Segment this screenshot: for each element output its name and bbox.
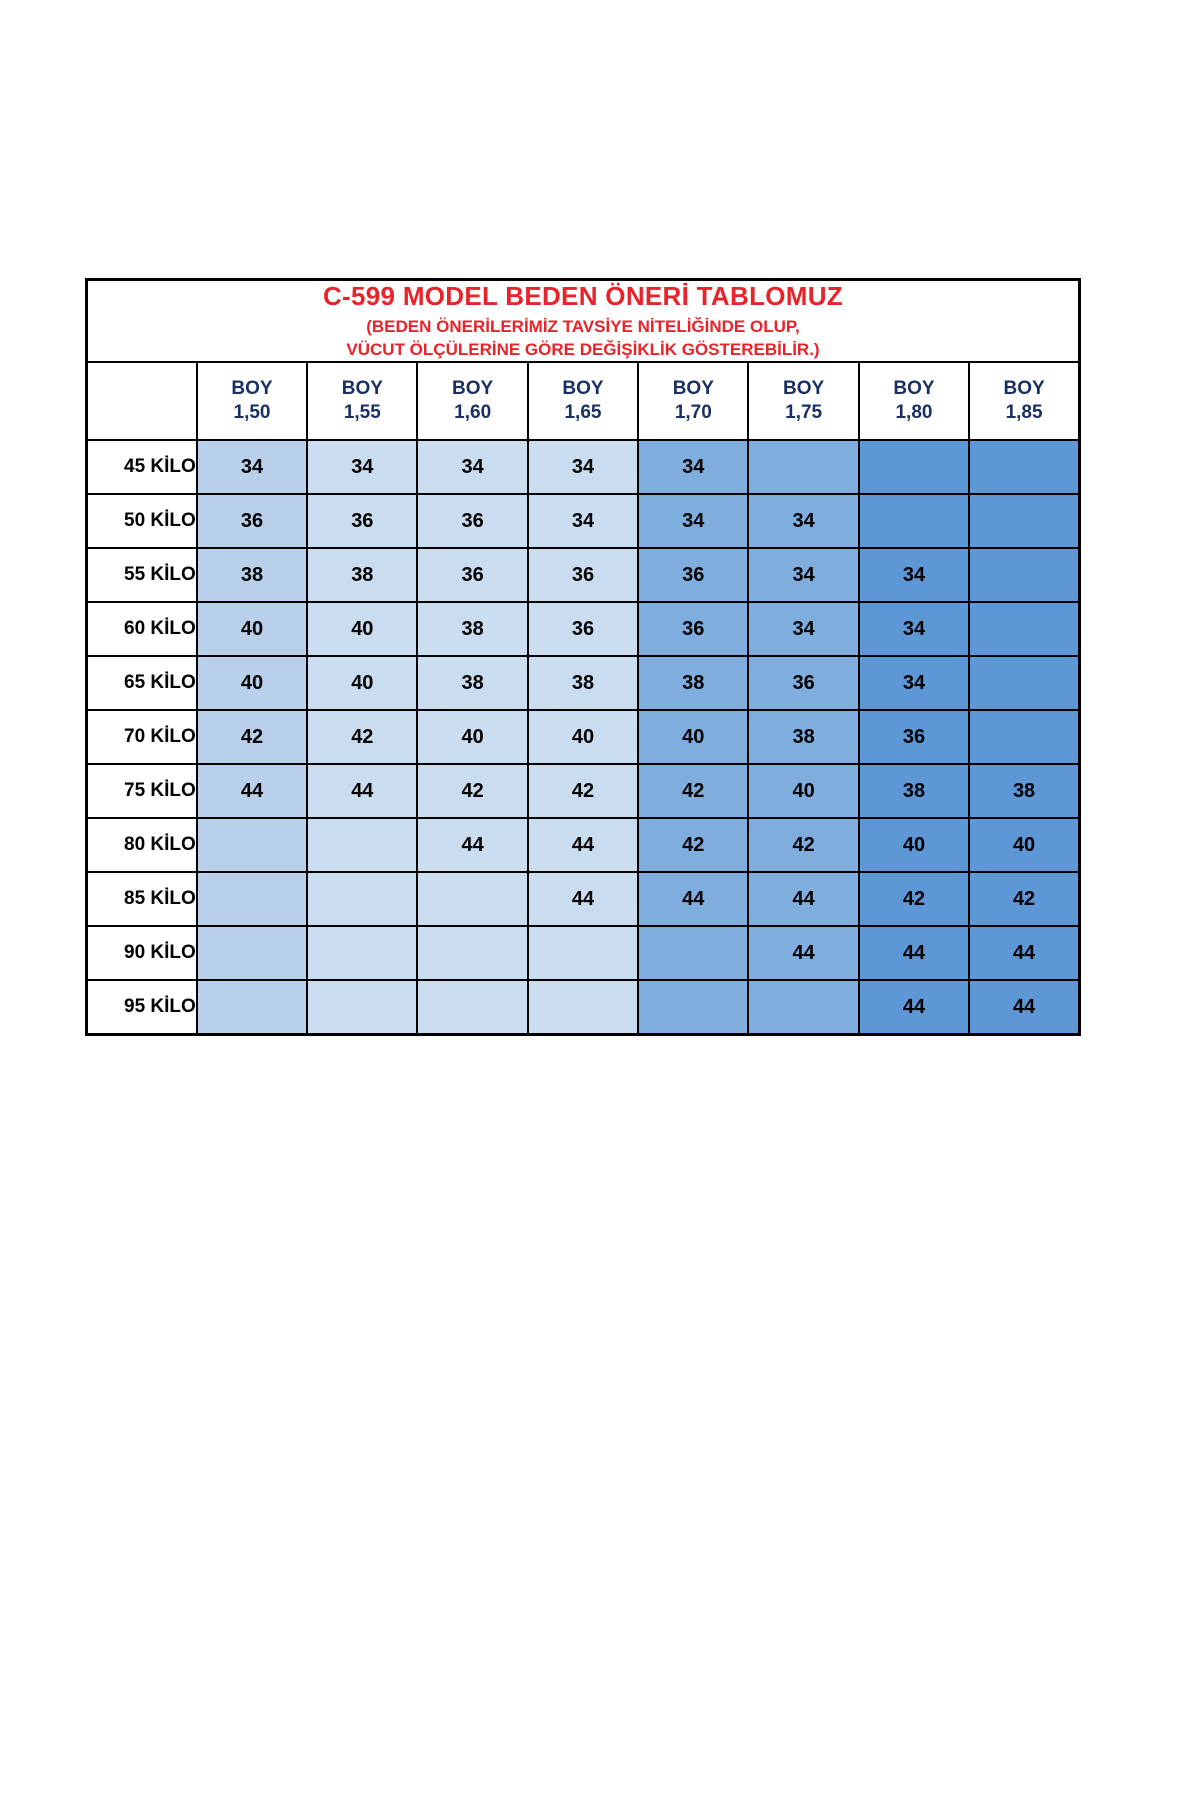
- cell-75-165: 42: [528, 764, 638, 818]
- cell-80-185: 40: [969, 818, 1079, 872]
- cell-65-185: [969, 656, 1079, 710]
- cell-85-160: [417, 872, 527, 926]
- table-row: [87, 548, 1080, 602]
- cell-70-165: 40: [528, 710, 638, 764]
- size-chart-container: [85, 278, 1081, 1036]
- cell-50-155: 36: [307, 494, 417, 548]
- cell-65-160: 38: [417, 656, 527, 710]
- cell-85-185: 42: [969, 872, 1079, 926]
- cell-75-150: 44: [197, 764, 307, 818]
- table-row: [87, 440, 1080, 494]
- column-header-value: 1,65: [564, 402, 602, 424]
- row-header-65-kilo: 65 KİLO: [87, 656, 197, 710]
- column-header-value: 1,75: [785, 402, 823, 424]
- cell-80-170: 42: [638, 818, 748, 872]
- column-header-boy-160: [417, 362, 527, 440]
- cell-70-180: 36: [859, 710, 969, 764]
- cell-75-170: 42: [638, 764, 748, 818]
- cell-60-180: 34: [859, 602, 969, 656]
- cell-50-170: 34: [638, 494, 748, 548]
- cell-50-160: 36: [417, 494, 527, 548]
- cell-45-165: 34: [528, 440, 638, 494]
- cell-90-160: [417, 926, 527, 980]
- cell-50-180: [859, 494, 969, 548]
- cell-50-175: 34: [748, 494, 858, 548]
- cell-80-155: [307, 818, 417, 872]
- cell-60-170: 36: [638, 602, 748, 656]
- cell-60-185: [969, 602, 1079, 656]
- row-header-45-kilo: 45 KİLO: [87, 440, 197, 494]
- row-header-90-kilo: 90 KİLO: [87, 926, 197, 980]
- chart-subtitle-line1: (BEDEN ÖNERİLERİMİZ TAVSİYE NİTELİĞİNDE OLUP,: [366, 317, 800, 337]
- cell-70-155: 42: [307, 710, 417, 764]
- cell-70-185: [969, 710, 1079, 764]
- cell-90-175: 44: [748, 926, 858, 980]
- table-row: [87, 602, 1080, 656]
- cell-85-150: [197, 872, 307, 926]
- cell-95-165: [528, 980, 638, 1035]
- table-row: [87, 818, 1080, 872]
- table-row: [87, 710, 1080, 764]
- cell-95-180: 44: [859, 980, 969, 1035]
- cell-60-165: 36: [528, 602, 638, 656]
- column-header-value: 1,55: [343, 402, 381, 424]
- cell-55-185: [969, 548, 1079, 602]
- cell-70-175: 38: [748, 710, 858, 764]
- cell-90-150: [197, 926, 307, 980]
- column-header-label: BOY: [452, 377, 494, 399]
- cell-45-175: [748, 440, 858, 494]
- cell-45-180: [859, 440, 969, 494]
- cell-65-165: 38: [528, 656, 638, 710]
- cell-85-180: 42: [859, 872, 969, 926]
- cell-50-185: [969, 494, 1079, 548]
- cell-85-155: [307, 872, 417, 926]
- cell-55-175: 34: [748, 548, 858, 602]
- cell-65-180: 34: [859, 656, 969, 710]
- cell-55-150: 38: [197, 548, 307, 602]
- size-recommendation-table: [85, 278, 1081, 1036]
- column-header-boy-170: [638, 362, 748, 440]
- column-header-boy-180: [859, 362, 969, 440]
- cell-55-180: 34: [859, 548, 969, 602]
- cell-80-180: 40: [859, 818, 969, 872]
- cell-70-150: 42: [197, 710, 307, 764]
- column-header-value: 1,70: [674, 402, 712, 424]
- row-header-55-kilo: 55 KİLO: [87, 548, 197, 602]
- chart-subtitle-line2: VÜCUT ÖLÇÜLERİNE GÖRE DEĞİŞİKLİK GÖSTEREBİLİR.): [346, 339, 820, 359]
- column-header-boy-165: [528, 362, 638, 440]
- chart-title: C-599 MODEL BEDEN ÖNERİ TABLOMUZ: [322, 281, 843, 311]
- cell-70-160: 40: [417, 710, 527, 764]
- cell-65-175: 36: [748, 656, 858, 710]
- column-header-label: BOY: [893, 377, 935, 399]
- cell-95-170: [638, 980, 748, 1035]
- column-header-boy-150: [197, 362, 307, 440]
- table-row: [87, 872, 1080, 926]
- title-row: [87, 280, 1080, 363]
- cell-80-150: [197, 818, 307, 872]
- row-header-85-kilo: 85 KİLO: [87, 872, 197, 926]
- cell-50-150: 36: [197, 494, 307, 548]
- column-header-label: BOY: [231, 377, 273, 399]
- cell-55-170: 36: [638, 548, 748, 602]
- cell-95-160: [417, 980, 527, 1035]
- row-header-80-kilo: 80 KİLO: [87, 818, 197, 872]
- cell-95-175: [748, 980, 858, 1035]
- cell-45-185: [969, 440, 1079, 494]
- column-header-boy-175: [748, 362, 858, 440]
- cell-45-160: 34: [417, 440, 527, 494]
- column-header-label: BOY: [1003, 377, 1045, 399]
- cell-60-160: 38: [417, 602, 527, 656]
- corner-cell: [87, 362, 197, 440]
- column-header-value: 1,80: [895, 402, 933, 424]
- cell-50-165: 34: [528, 494, 638, 548]
- cell-80-160: 44: [417, 818, 527, 872]
- row-header-95-kilo: 95 KİLO: [87, 980, 197, 1035]
- column-header-boy-155: [307, 362, 417, 440]
- row-header-70-kilo: 70 KİLO: [87, 710, 197, 764]
- cell-80-165: 44: [528, 818, 638, 872]
- table-row: [87, 494, 1080, 548]
- row-header-75-kilo: 75 KİLO: [87, 764, 197, 818]
- cell-85-170: 44: [638, 872, 748, 926]
- column-header-value: 1,50: [233, 402, 271, 424]
- row-header-50-kilo: 50 KİLO: [87, 494, 197, 548]
- cell-45-155: 34: [307, 440, 417, 494]
- cell-70-170: 40: [638, 710, 748, 764]
- cell-65-150: 40: [197, 656, 307, 710]
- cell-55-160: 36: [417, 548, 527, 602]
- cell-45-170: 34: [638, 440, 748, 494]
- row-header-60-kilo: 60 KİLO: [87, 602, 197, 656]
- table-row: [87, 764, 1080, 818]
- table-row: [87, 656, 1080, 710]
- column-header-value: 1,85: [1005, 402, 1043, 424]
- cell-60-150: 40: [197, 602, 307, 656]
- cell-90-180: 44: [859, 926, 969, 980]
- cell-90-185: 44: [969, 926, 1079, 980]
- column-header-label: BOY: [783, 377, 825, 399]
- cell-65-155: 40: [307, 656, 417, 710]
- table-row: [87, 980, 1080, 1035]
- column-header-label: BOY: [341, 377, 383, 399]
- column-header-label: BOY: [562, 377, 604, 399]
- cell-95-185: 44: [969, 980, 1079, 1035]
- cell-45-150: 34: [197, 440, 307, 494]
- cell-95-150: [197, 980, 307, 1035]
- cell-85-165: 44: [528, 872, 638, 926]
- title-cell: [87, 280, 1080, 363]
- cell-75-180: 38: [859, 764, 969, 818]
- table-row: [87, 926, 1080, 980]
- cell-65-170: 38: [638, 656, 748, 710]
- cell-75-185: 38: [969, 764, 1079, 818]
- cell-85-175: 44: [748, 872, 858, 926]
- column-header-label: BOY: [672, 377, 714, 399]
- cell-55-155: 38: [307, 548, 417, 602]
- cell-60-155: 40: [307, 602, 417, 656]
- cell-90-155: [307, 926, 417, 980]
- cell-95-155: [307, 980, 417, 1035]
- cell-75-155: 44: [307, 764, 417, 818]
- cell-80-175: 42: [748, 818, 858, 872]
- header-row: [87, 362, 1080, 440]
- cell-90-170: [638, 926, 748, 980]
- cell-60-175: 34: [748, 602, 858, 656]
- cell-75-175: 40: [748, 764, 858, 818]
- column-header-boy-185: [969, 362, 1079, 440]
- column-header-value: 1,60: [454, 402, 492, 424]
- cell-90-165: [528, 926, 638, 980]
- cell-55-165: 36: [528, 548, 638, 602]
- cell-75-160: 42: [417, 764, 527, 818]
